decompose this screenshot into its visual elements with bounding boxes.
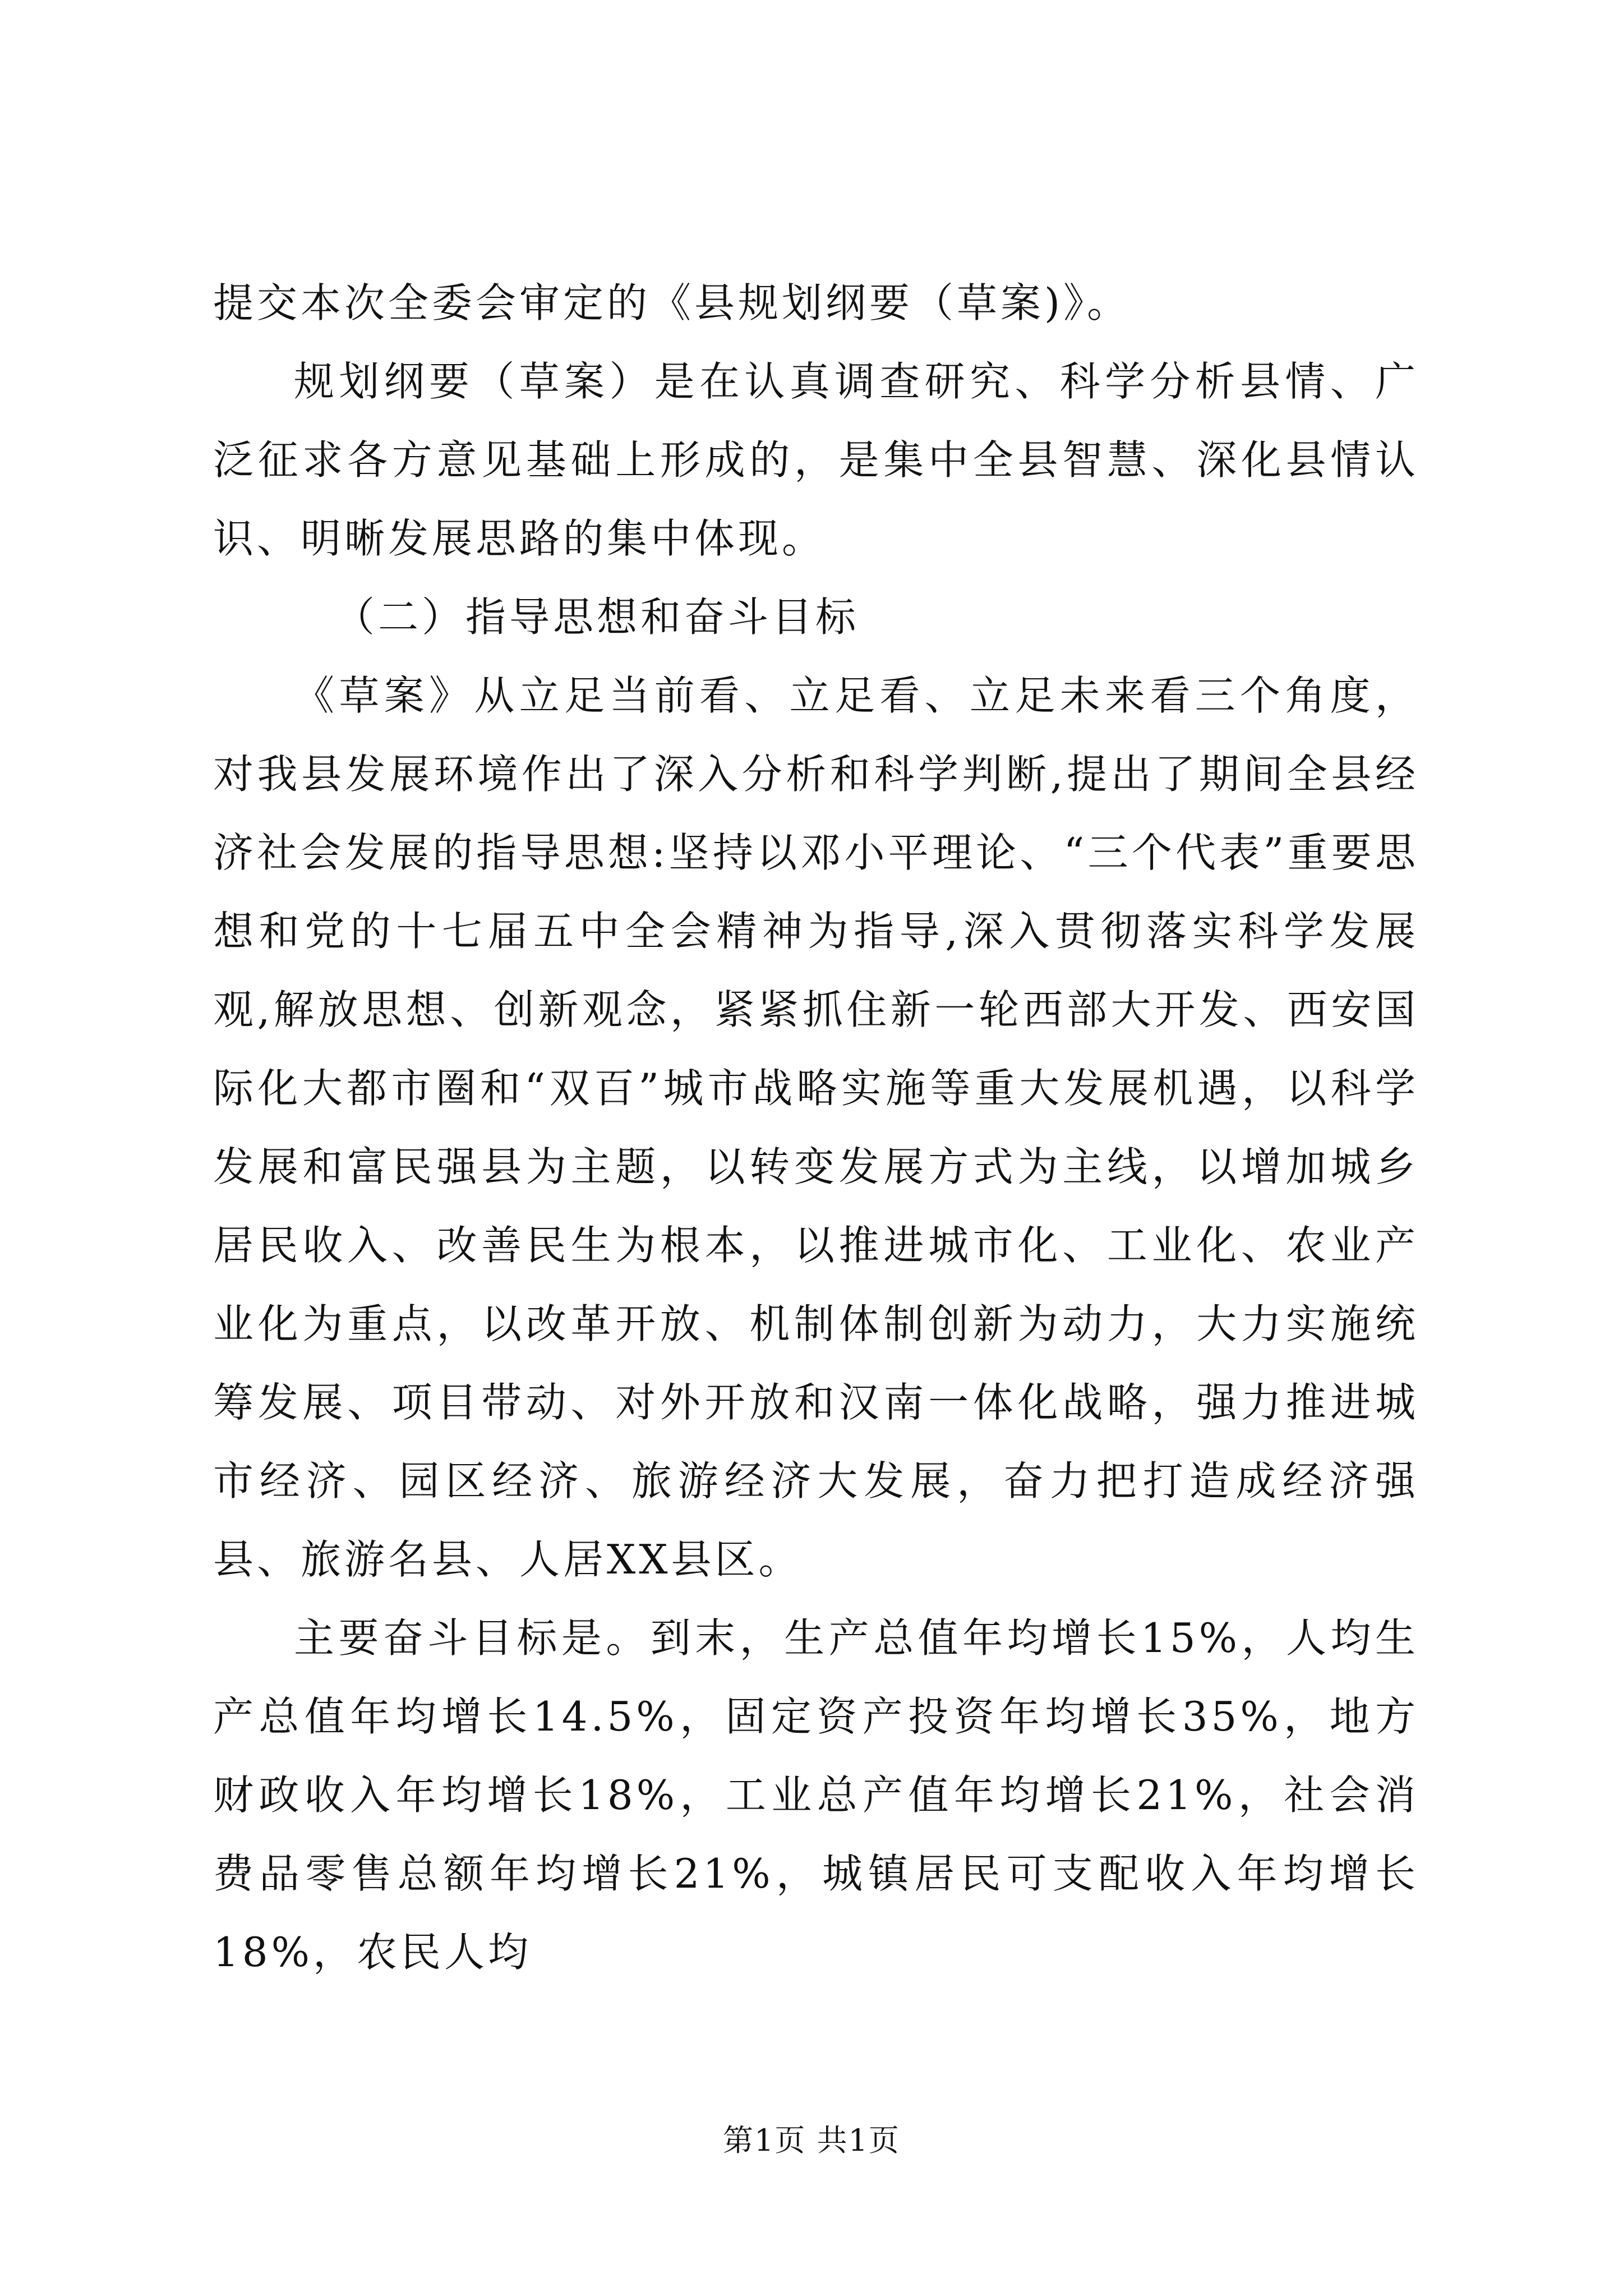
section-heading: （二）指导思想和奋斗目标 xyxy=(334,593,860,641)
paragraph-plan-outline: 规划纲要（草案）是在认真调查研究、科学分析县情、广泛征求各方意见基础上形成的，是集中全县智慧、深化县情认识、明晰发展思路的集中体现。 xyxy=(213,358,1419,562)
paragraph-main-goals: 主要奋斗目标是。到末，生产总值年均增长15%，人均生产总值年均增长14.5%，固定资产投资年均增长35%，地方财政收入年均增长18%，工业总产值年均增长21%，社会消费品零售总额年均增长21%，城镇居民可支配收入年均增长18%，农民人均 xyxy=(213,1614,1419,1976)
page-footer: 第1页 共1页 xyxy=(723,2123,900,2158)
document-body xyxy=(213,264,1419,1991)
paragraph-guiding-ideology: 《草案》从立足当前看、立足看、立足未来看三个角度，对我县发展环境作出了深入分析和科学判断,提出了期间全县经济社会发展的指导思想:坚持以邓小平理论、“三个代表”重要思想和党的十七届五中全会精神为指导,深入贯彻落实科学发展观,解放思想、创新观念，紧紧抓住新一轮西部大开发、西安国际化大都市圈和“双百”城市战略实施等重大发展机遇，以科学发展和富民强县为主题，以转变发展方式为主线，以增加城乡居民收入、改善民生为根本，以推进城市化、工业化、农业产业化为重点，以改革开放、机制体制创新为动力，大力实施统筹发展、项目带动、对外开放和汉南一体化战略，强力推进城市经济、园区经济、旅游经济大发展，奋力把打造成经济强县、旅游名县、人居XX县区。 xyxy=(213,672,1419,1583)
paragraph-continuation: 提交本次全委会审定的《县规划纲要（草案)》。 xyxy=(213,279,1131,326)
